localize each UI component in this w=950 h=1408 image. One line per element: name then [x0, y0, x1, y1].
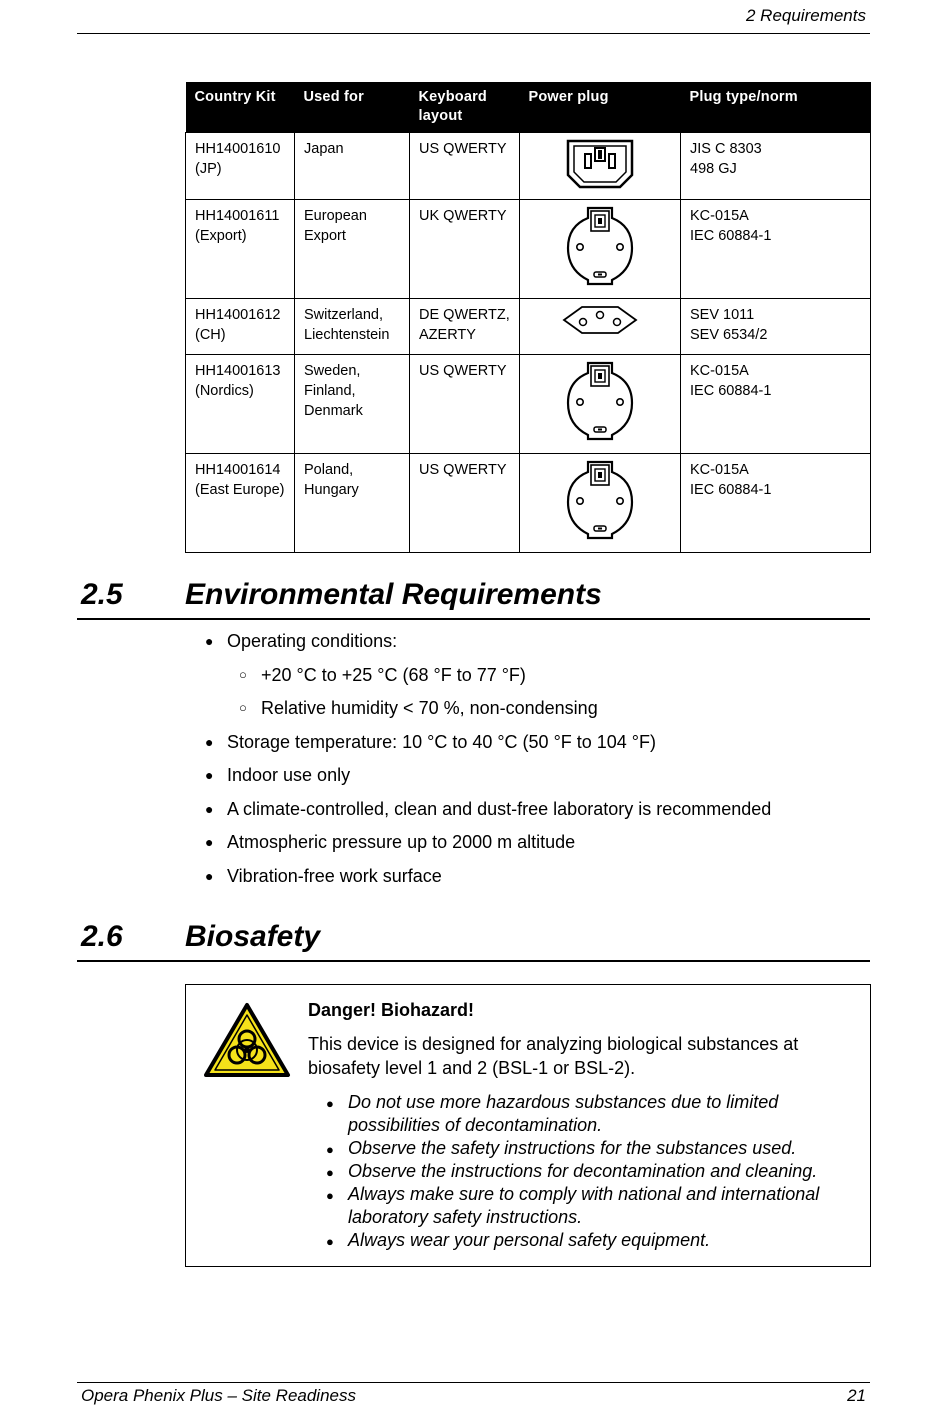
- list-item: ● Observe the safety instructions for the substances used.: [326, 1137, 846, 1160]
- table-row: [186, 454, 871, 553]
- bullet-icon: ●: [326, 1234, 334, 1249]
- keyboard-cell: DE QWERTZ, AZERTY: [410, 299, 520, 355]
- plug-type-cell: KC-015A IEC 60884-1: [681, 200, 871, 299]
- schuko-plug-icon: [560, 357, 640, 445]
- country-kit-table: [185, 82, 871, 553]
- used-for-cell: Sweden, Finland, Denmark: [295, 355, 410, 454]
- power-plug-cell: [520, 299, 681, 355]
- swiss-plug-icon: [560, 301, 640, 337]
- bullet-icon: ●: [205, 800, 214, 817]
- power-plug-cell: [520, 133, 681, 200]
- list-item: ● Atmospheric pressure up to 2000 m altitude: [205, 829, 771, 863]
- kit-cell: HH14001613 (Nordics): [186, 355, 295, 454]
- jis-plug-icon: [562, 135, 638, 191]
- section-title: Environmental Requirements: [185, 578, 602, 611]
- list-item: ● Indoor use only: [205, 762, 771, 796]
- column-header: Keyboard layout: [410, 82, 520, 133]
- schuko-plug-icon: [560, 456, 640, 544]
- list-item: ● Always make sure to comply with national and international laboratory safety instructions.: [326, 1184, 820, 1227]
- plug-type-cell: KC-015A IEC 60884-1: [681, 355, 871, 454]
- table-header-row: [186, 82, 871, 133]
- bullet-icon: ●: [326, 1165, 334, 1180]
- used-for-cell: Switzerland, Liechtenstein: [295, 299, 410, 355]
- environmental-list: [205, 628, 771, 896]
- danger-title: Danger! Biohazard!: [308, 1000, 475, 1020]
- column-header: Power plug: [520, 82, 681, 133]
- kit-cell: HH14001614 (East Europe): [186, 454, 295, 553]
- power-plug-cell: [520, 200, 681, 299]
- list-item: ● Storage temperature: 10 °C to 40 °C (50 °F to 104 °F): [205, 729, 771, 763]
- biohazard-icon: [203, 1001, 291, 1079]
- page-footer: [77, 1382, 870, 1407]
- list-item: ○ Relative humidity < 70 %, non-condensing: [239, 695, 771, 729]
- column-header: Country Kit: [186, 82, 295, 133]
- page-number: 21: [847, 1386, 866, 1405]
- biohazard-warning-box: [185, 984, 871, 1267]
- table-row: [186, 133, 871, 200]
- column-header: Plug type/norm: [681, 82, 871, 133]
- keyboard-cell: US QWERTY: [410, 133, 520, 200]
- schuko-plug-icon: [560, 202, 640, 290]
- bullet-icon: ●: [205, 767, 214, 783]
- bullet-icon: ●: [326, 1096, 334, 1111]
- used-for-cell: Poland, Hungary: [295, 454, 410, 553]
- table-row: [186, 355, 871, 454]
- list-item: ○ +20 °C to +25 °C (68 °F to 77 °F): [239, 662, 771, 696]
- table-row: [186, 299, 871, 355]
- danger-description: This device is designed for analyzing biological substances at biosafety level 1 and 2 (BSL-1 or BSL-2).: [308, 1034, 799, 1078]
- header-chapter: 2 Requirements: [745, 6, 866, 25]
- section-number: 2.5: [81, 578, 123, 611]
- kit-cell: HH14001610 (JP): [186, 133, 295, 200]
- circle-bullet-icon: ○: [239, 700, 247, 715]
- list-item: ● Observe the instructions for decontamination and cleaning.: [326, 1160, 846, 1183]
- bullet-icon: ●: [205, 733, 214, 750]
- column-header: Used for: [295, 82, 410, 133]
- table-row: [186, 200, 871, 299]
- bullet-icon: ●: [205, 867, 214, 884]
- list-item: ● A climate-controlled, clean and dust-free laboratory is recommended: [205, 796, 771, 830]
- bullet-icon: ●: [205, 834, 214, 850]
- section-title: Biosafety: [185, 920, 321, 953]
- section-heading-biosafety: [77, 916, 870, 962]
- list-item: ● Vibration-free work surface: [205, 863, 771, 897]
- power-plug-cell: [520, 454, 681, 553]
- list-item: ● Do not use more hazardous substances due to limited possibilities of decontamination.: [326, 1092, 779, 1135]
- biosafety-list: [326, 1091, 846, 1252]
- plug-type-cell: JIS C 8303 498 GJ: [681, 133, 871, 200]
- section-number: 2.6: [81, 920, 123, 953]
- power-plug-cell: [520, 355, 681, 454]
- kit-cell: HH14001611 (Export): [186, 200, 295, 299]
- circle-bullet-icon: ○: [239, 666, 247, 682]
- bullet-icon: ●: [326, 1188, 334, 1203]
- plug-type-cell: SEV 1011 SEV 6534/2: [681, 299, 871, 355]
- keyboard-cell: US QWERTY: [410, 454, 520, 553]
- footer-document-title: Opera Phenix Plus – Site Readiness: [81, 1386, 356, 1405]
- used-for-cell: European Export: [295, 200, 410, 299]
- plug-type-cell: KC-015A IEC 60884-1: [681, 454, 871, 553]
- page-header: [77, 6, 870, 34]
- keyboard-cell: UK QWERTY: [410, 200, 520, 299]
- used-for-cell: Japan: [295, 133, 410, 200]
- bullet-icon: ●: [205, 633, 214, 649]
- keyboard-cell: US QWERTY: [410, 355, 520, 454]
- bullet-icon: ●: [326, 1142, 334, 1157]
- list-item: ● Operating conditions:: [205, 628, 771, 662]
- list-item: ● Always wear your personal safety equipment.: [326, 1229, 846, 1252]
- kit-cell: HH14001612 (CH): [186, 299, 295, 355]
- section-heading-environmental: [77, 574, 870, 620]
